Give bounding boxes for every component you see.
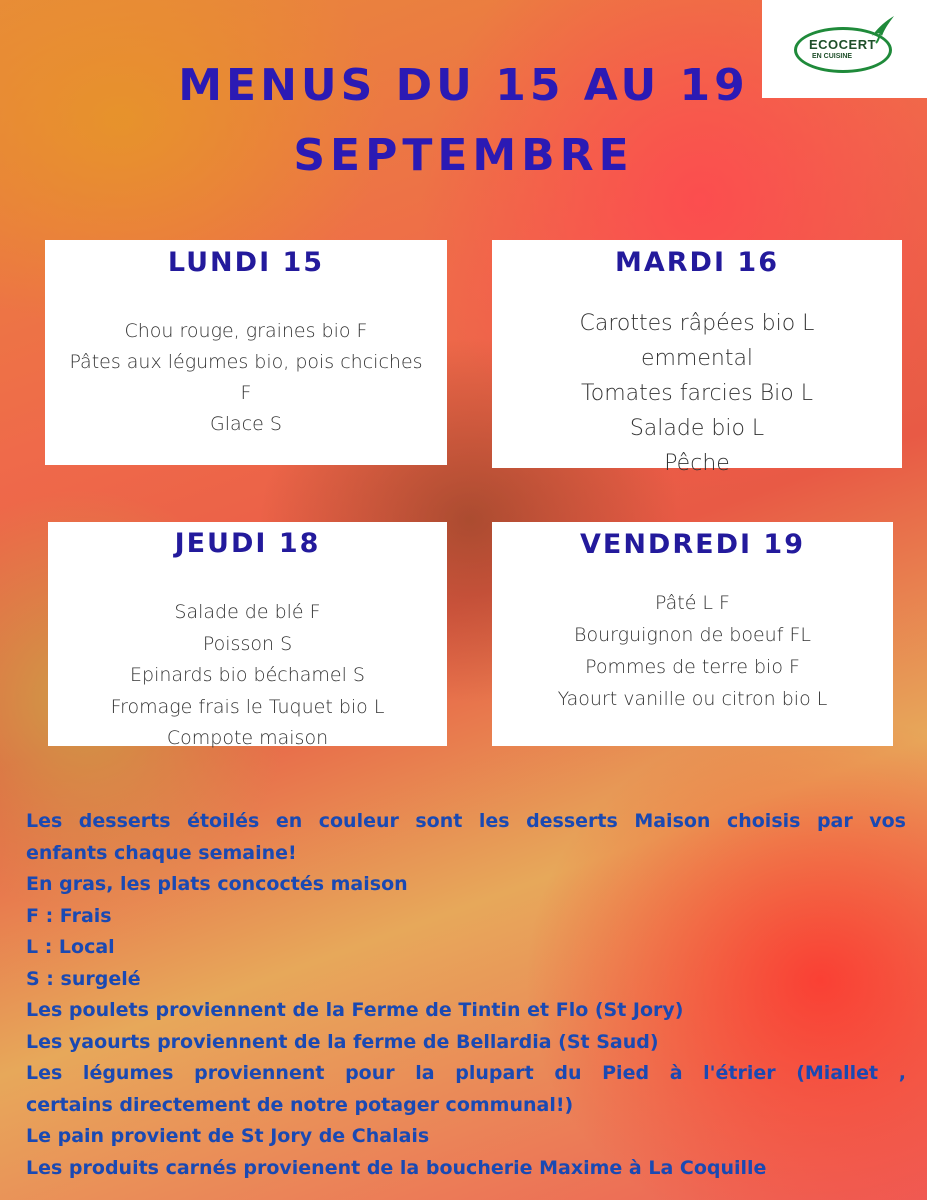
note-line: S : surgelé <box>26 967 141 990</box>
day-heading: MARDI 16 <box>615 247 779 278</box>
menu-item: Poisson S <box>202 632 293 655</box>
menu-item: Fromage frais le Tuquet bio L <box>110 695 385 718</box>
note-line: enfants chaque semaine! <box>26 841 297 864</box>
note-line: Les poulets proviennent de la Ferme de Tintin et Flo (St Jory) <box>26 999 684 1021</box>
menu-item: Bourguignon de boeuf FL <box>574 624 811 646</box>
note-line: Les produits carnés provienent de la boucherie Maxime à La Coquille <box>26 1156 767 1179</box>
menu-item: Salade bio L <box>629 416 765 441</box>
menu-items <box>45 316 447 440</box>
menu-item: Epinards bio béchamel S <box>130 664 365 686</box>
menu-item: Carottes râpées bio L <box>579 311 815 336</box>
note-line: En gras, les plats concoctés maison <box>26 873 408 895</box>
menu-item: emmental <box>640 346 754 371</box>
day-heading: JEUDI 18 <box>174 528 321 559</box>
day-heading: LUNDI 15 <box>167 247 325 278</box>
menu-item: Tomates farcies Bio L <box>581 381 813 406</box>
day-card-mardi <box>492 240 902 476</box>
menu-item: Compote maison <box>166 727 329 749</box>
logo-subtext: EN CUISINE <box>812 53 853 60</box>
menu-item: Pâté L F <box>655 592 730 614</box>
note-line: Les yaourts proviennent de la ferme de Bellardia (St Saud) <box>26 1030 659 1053</box>
menu-notes <box>26 806 906 1184</box>
day-card-jeudi <box>48 522 447 749</box>
menu-item: Chou rouge, graines bio F <box>124 320 368 342</box>
logo-text: ECOCERT <box>809 37 877 52</box>
ecocert-logo <box>762 0 927 98</box>
menu-title-line-2: SEPTEMBRE <box>293 130 634 181</box>
day-card-lundi <box>45 240 447 465</box>
day-heading: VENDREDI 19 <box>579 529 805 560</box>
note-line: Le pain provient de St Jory de Chalais <box>26 1125 430 1147</box>
menu-item: Pommes de terre bio F <box>585 656 800 678</box>
menu-items <box>492 587 893 715</box>
menu-items <box>492 306 902 481</box>
menu-title-line-1: MENUS DU 15 AU 19 <box>178 60 749 111</box>
day-card-vendredi <box>492 522 893 746</box>
menu-item: Glace S <box>210 413 282 435</box>
note-line: certains directement de notre potager communal!) <box>26 1093 574 1116</box>
note-line: Les légumes proviennent pour la plupart du Pied à l'étrier (Miallet , <box>26 1062 906 1084</box>
note-line: F : Frais <box>26 904 112 927</box>
menu-item: Yaourt vanille ou citron bio L <box>557 688 828 710</box>
menu-item: Pêche <box>664 451 730 476</box>
note-line: L : Local <box>26 936 115 958</box>
menu-item: Salade de blé F <box>174 601 321 623</box>
note-line: Les desserts étoilés en couleur sont les desserts Maison choisis par vos <box>26 810 906 832</box>
menu-items <box>48 597 447 755</box>
menu-item: Pâtes aux légumes bio, pois chciches F <box>69 351 423 404</box>
